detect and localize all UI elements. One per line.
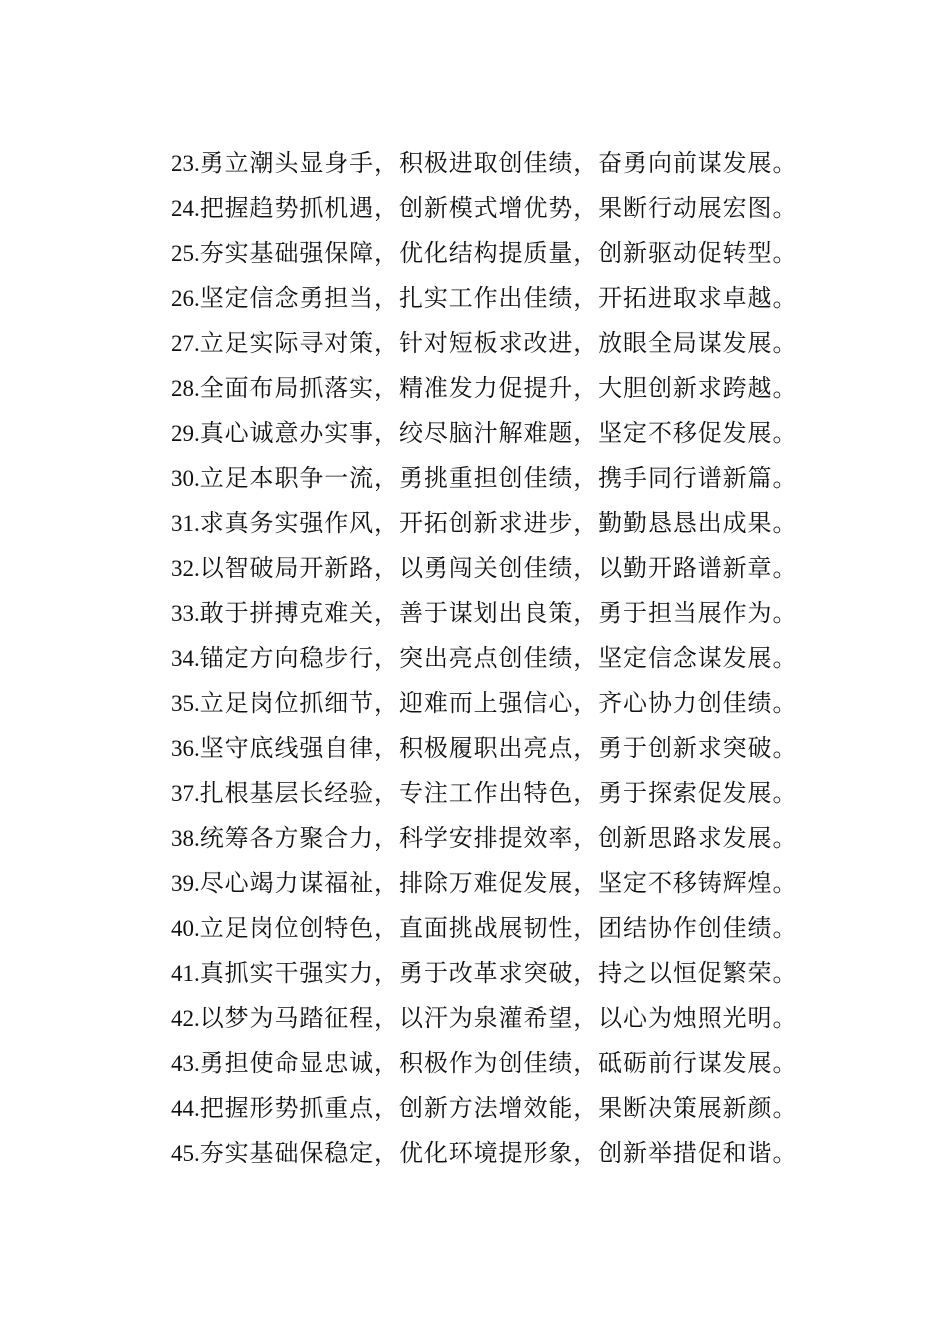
list-item xyxy=(171,820,831,865)
item-text: 扎根基层长经验，专注工作出特色，勇于探索促发展。 xyxy=(199,779,798,807)
list-item xyxy=(171,370,831,415)
item-number: 35. xyxy=(171,691,200,716)
item-number: 23. xyxy=(171,151,200,176)
item-number: 41. xyxy=(171,961,200,986)
list-item xyxy=(171,640,831,685)
list-item xyxy=(171,235,831,280)
item-number: 31. xyxy=(171,511,200,536)
item-number: 25. xyxy=(171,241,200,266)
item-number: 39. xyxy=(171,871,200,896)
list-item xyxy=(171,865,831,910)
item-number: 33. xyxy=(171,601,200,626)
list-item xyxy=(171,145,831,190)
item-text: 立足实际寻对策，针对短板求改进，放眼全局谋发展。 xyxy=(199,329,798,357)
item-text: 把握趋势抓机遇，创新模式增优势，果断行动展宏图。 xyxy=(199,194,798,222)
list-item xyxy=(171,775,831,820)
item-text: 勇担使命显忠诚，积极作为创佳绩，砥砺前行谋发展。 xyxy=(199,1049,798,1077)
item-text: 勇立潮头显身手，积极进取创佳绩，奋勇向前谋发展。 xyxy=(199,149,798,177)
list-item xyxy=(171,1135,831,1180)
list-item xyxy=(171,190,831,235)
item-text: 夯实基础强保障，优化结构提质量，创新驱动促转型。 xyxy=(199,239,798,267)
item-text: 锚定方向稳步行，突出亮点创佳绩，坚定信念谋发展。 xyxy=(199,644,798,672)
list-item xyxy=(171,280,831,325)
list-item xyxy=(171,1045,831,1090)
item-text: 尽心竭力谋福祉，排除万难促发展，坚定不移铸辉煌。 xyxy=(199,869,798,897)
item-text: 立足岗位创特色，直面挑战展韧性，团结协作创佳绩。 xyxy=(199,914,798,942)
list-item xyxy=(171,325,831,370)
list-item xyxy=(171,730,831,775)
list-item xyxy=(171,955,831,1000)
item-number: 34. xyxy=(171,646,200,671)
item-text: 真心诚意办实事，绞尽脑汁解难题，坚定不移促发展。 xyxy=(199,419,798,447)
item-text: 立足岗位抓细节，迎难而上强信心，齐心协力创佳绩。 xyxy=(199,689,798,717)
list-item xyxy=(171,910,831,955)
item-number: 29. xyxy=(171,421,200,446)
item-number: 37. xyxy=(171,781,200,806)
item-text: 全面布局抓落实，精准发力促提升，大胆创新求跨越。 xyxy=(199,374,798,402)
item-text: 坚守底线强自律，积极履职出亮点，勇于创新求突破。 xyxy=(199,734,798,762)
item-number: 27. xyxy=(171,331,200,356)
list-item xyxy=(171,505,831,550)
item-text: 以智破局开新路，以勇闯关创佳绩，以勤开路谱新章。 xyxy=(199,554,798,582)
item-number: 28. xyxy=(171,376,200,401)
list-item xyxy=(171,685,831,730)
item-number: 38. xyxy=(171,826,200,851)
item-number: 43. xyxy=(171,1051,200,1076)
item-text: 夯实基础保稳定，优化环境提形象，创新举措促和谐。 xyxy=(199,1139,798,1167)
item-number: 36. xyxy=(171,736,200,761)
item-text: 求真务实强作风，开拓创新求进步，勤勤恳恳出成果。 xyxy=(199,509,798,537)
item-number: 44. xyxy=(171,1096,200,1121)
list-item xyxy=(171,1000,831,1045)
list-item xyxy=(171,595,831,640)
item-number: 24. xyxy=(171,196,200,221)
item-number: 45. xyxy=(171,1141,200,1166)
list-item xyxy=(171,460,831,505)
item-text: 统筹各方聚合力，科学安排提效率，创新思路求发展。 xyxy=(199,824,798,852)
item-text: 立足本职争一流，勇挑重担创佳绩，携手同行谱新篇。 xyxy=(199,464,798,492)
item-number: 30. xyxy=(171,466,200,491)
item-number: 32. xyxy=(171,556,200,581)
item-text: 坚定信念勇担当，扎实工作出佳绩，开拓进取求卓越。 xyxy=(199,284,798,312)
list-item xyxy=(171,550,831,595)
list-item xyxy=(171,415,831,460)
item-number: 42. xyxy=(171,1006,200,1031)
item-text: 真抓实干强实力，勇于改革求突破，持之以恒促繁荣。 xyxy=(199,959,798,987)
list-item xyxy=(171,1090,831,1135)
item-text: 敢于拼搏克难关，善于谋划出良策，勇于担当展作为。 xyxy=(199,599,798,627)
item-number: 26. xyxy=(171,286,200,311)
item-number: 40. xyxy=(171,916,200,941)
slogan-list xyxy=(171,145,831,1180)
item-text: 把握形势抓重点，创新方法增效能，果断决策展新颜。 xyxy=(199,1094,798,1122)
item-text: 以梦为马踏征程，以汗为泉灌希望，以心为烛照光明。 xyxy=(199,1004,798,1032)
